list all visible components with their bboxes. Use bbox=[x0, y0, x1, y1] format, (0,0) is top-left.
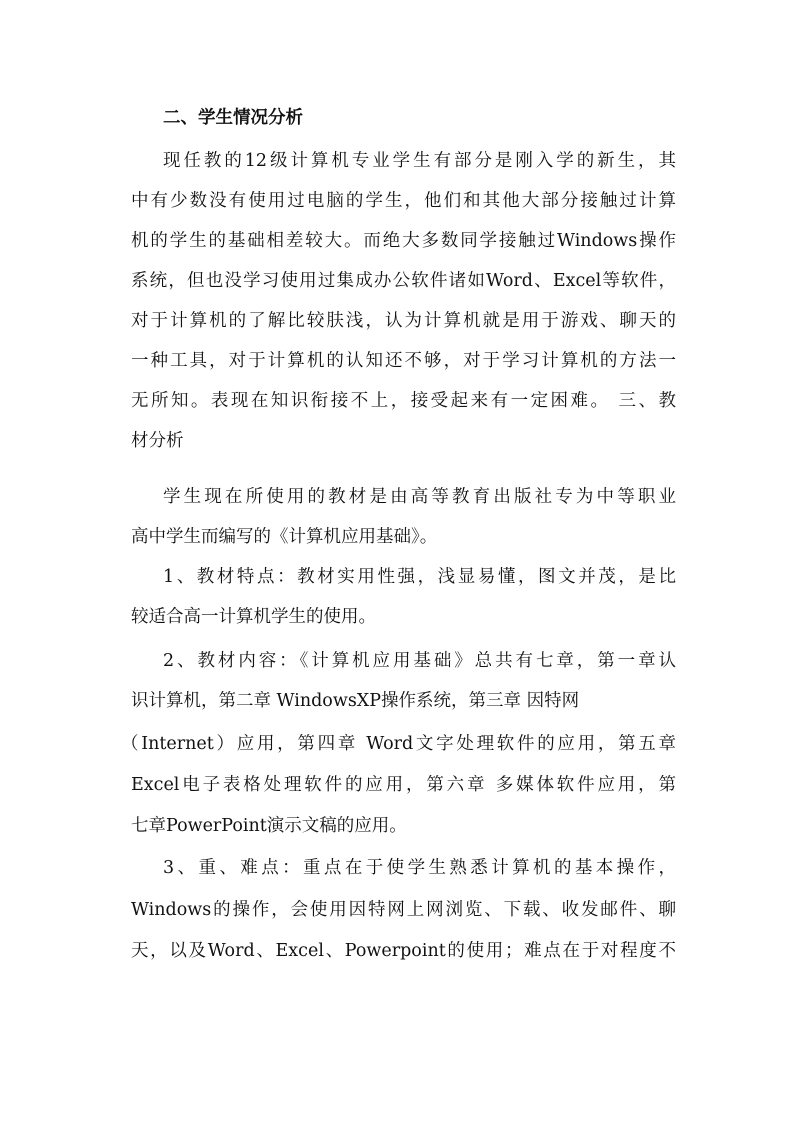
paragraph-line: 对于计算机的了解比较肤浅，认为计算机就是用于游戏、聊天的 bbox=[131, 311, 676, 331]
paragraph-line: Windows的操作，会使用因特网上网浏览、下载、收发邮件、聊 bbox=[131, 900, 676, 920]
paragraph-line: 现任教的12级计算机专业学生有部分是刚入学的新生，其 bbox=[163, 151, 676, 171]
paragraph-line: 材分析 bbox=[131, 431, 184, 451]
paragraph-line: 较适合高一计算机学生的使用。 bbox=[131, 607, 376, 627]
paragraph-line: 2、教材内容：《计算机应用基础》总共有七章，第一章认 bbox=[163, 651, 676, 671]
paragraph-line: 学生现在所使用的教材是由高等教育出版社专为中等职业 bbox=[163, 487, 676, 507]
paragraph-line: 天，以及Word、Excel、Powerpoint的使用；难点在于对程度不 bbox=[131, 941, 676, 961]
section-heading: 二、学生情况分析 bbox=[163, 108, 303, 128]
paragraph-line: Excel电子表格处理软件的应用，第六章 多媒体软件应用，第 bbox=[131, 775, 676, 795]
paragraph-line: 一种工具，对于计算机的认知还不够，对于学习计算机的方法一 bbox=[131, 351, 676, 371]
paragraph-line: 七章PowerPoint演示文稿的应用。 bbox=[131, 816, 407, 836]
paragraph-line: 高中学生而编写的《计算机应用基础》。 bbox=[131, 527, 438, 547]
paragraph-line: 3、重、难点：重点在于使学生熟悉计算机的基本操作， bbox=[163, 858, 676, 878]
paragraph-line: （Internet）应用，第四章 Word文字处理软件的应用，第五章 bbox=[121, 734, 676, 754]
paragraph-line: 系统，但也没学习使用过集成办公软件诸如Word、Excel等软件， bbox=[131, 271, 676, 291]
paragraph-line: 无所知。表现在知识衔接不上，接受起来有一定困难。 三、教 bbox=[131, 391, 676, 411]
paragraph-line: 1、教材特点：教材实用性强，浅显易懂，图文并茂，是比 bbox=[163, 567, 676, 587]
paragraph-line: 机的学生的基础相差较大。而绝大多数同学接触过Windows操作 bbox=[131, 231, 676, 251]
paragraph-line: 中有少数没有使用过电脑的学生，他们和其他大部分接触过计算 bbox=[131, 191, 676, 211]
paragraph-line: 识计算机，第二章 WindowsXP操作系统，第三章 因特网 bbox=[131, 691, 580, 711]
